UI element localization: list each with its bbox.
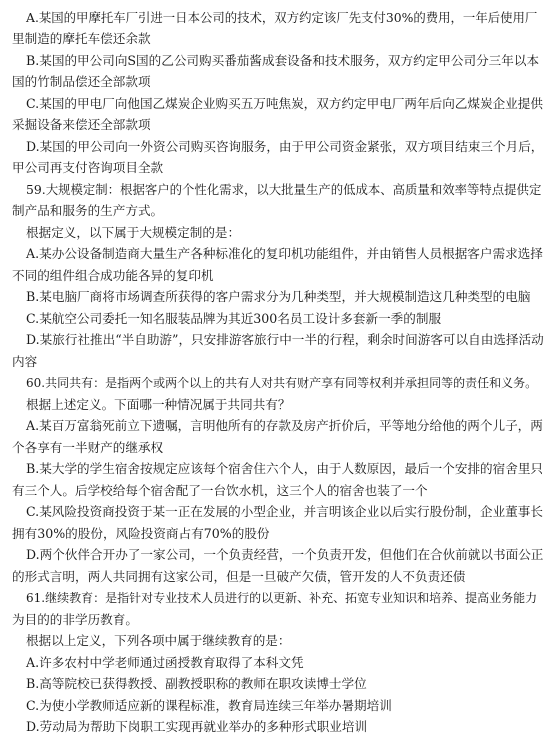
question-stem: 为目的的非学历教育。 — [12, 612, 138, 627]
option-line: A.许多农村中学老师通过函授教育取得了本科文凭 — [26, 655, 304, 670]
option-line: 有三个人。后学校给每个宿舍配了一台饮水机，这三个人的宿舍也装了一个 — [12, 483, 428, 498]
option-line: C.为使小学教师适应新的课程标准，教育局连续三年举办暑期培训 — [26, 698, 392, 713]
option-line: B.某国的甲公司向S国的乙公司购买番茄酱成套设备和技术服务，双方约定甲公司分三年以本 — [26, 53, 540, 68]
question-prompt: 根据上述定义。下面哪一种情况属于共同共有？ — [26, 397, 291, 412]
option-line: B.某电脑厂商将市场调查所获得的客户需求分为几种类型，并大规模制造这几种类型的电脑 — [26, 289, 531, 304]
option-line: 采掘设备来偿还全部款项 — [12, 117, 151, 132]
question-stem: 61.继续教育：是指针对专业技术人员进行的以更新、补充、拓宽专业知识和培养、提高业务能力 — [26, 591, 538, 605]
option-line: D.两个伙伴合开办了一家公司，一个负责经营，一个负责开发，但他们在合伙前就以书面公正 — [26, 547, 544, 562]
option-line: C.某国的甲电厂向他国乙煤炭企业购买五万吨焦炭，双方约定甲电厂两年后向乙煤炭企业提供 — [26, 96, 543, 111]
option-line: 不同的组件组合成功能各异的复印机 — [12, 268, 214, 283]
option-line: D.劳动局为帮助下岗职工实现再就业举办的多种形式职业培训 — [26, 719, 368, 734]
question-prompt: 根据以上定义，下列各项中属于继续教育的是： — [26, 633, 291, 648]
option-line: C.某风险投资商投资于某一正在发展的小型企业，并言明该企业以后实行股份制，企业董事长 — [26, 504, 543, 519]
option-line: 个各享有一半财产的继承权 — [12, 440, 164, 455]
option-line: 的形式言明，两人共同拥有这家公司，但是一旦破产欠债，管开发的人不负责还债 — [12, 569, 466, 584]
question-stem: 59.大规模定制：根据客户的个性化需求，以大批量生产的低成本、高质量和效率等特点提供定 — [26, 182, 542, 197]
option-line: C.某航空公司委托一知名服装品牌为其近300名员工设计多套新一季的制服 — [26, 311, 442, 326]
option-line: 国的竹制品偿还全部款项 — [12, 74, 151, 89]
option-line: A.某办公设备制造商大量生产各种标准化的复印机功能组件，并由销售人员根据客户需求选择 — [26, 246, 543, 261]
option-line: D.某国的甲公司向一外资公司购买咨询服务，由于甲公司资金紧张，双方项目结束三个月后， — [26, 139, 544, 154]
option-line: B.高等院校已获得教授、副教授职称的教师在职攻读博士学位 — [26, 676, 367, 691]
option-line: 内容 — [12, 354, 38, 369]
option-line: 拥有30%的股份，风险投资商占有70%的股份 — [12, 526, 270, 541]
option-line: A.某国的甲摩托车厂引进一日本公司的技术，双方约定该厂先支付30%的费用，一年后使用厂 — [26, 10, 538, 25]
question-stem: 制产品和服务的生产方式。 — [12, 203, 164, 218]
option-line: 里制造的摩托车偿还余款 — [12, 31, 151, 46]
question-prompt: 根据定义，以下属于大规模定制的是： — [26, 225, 241, 240]
question-stem: 60.共同共有：是指两个或两个以上的共有人对共有财产享有同等权利并承担同等的责任和义务。 — [26, 376, 538, 390]
option-line: 甲公司再支付咨询项目全款 — [12, 160, 164, 175]
option-line: B.某大学的学生宿舍按规定应该每个宿舍住六个人，由于人数原因，最后一个安排的宿舍里只 — [26, 461, 544, 476]
option-line: A.某百万富翁死前立下遗嘱，言明他所有的存款及房产折价后，平等地分给他的两个儿子，两 — [26, 418, 543, 433]
option-line: D.某旅行社推出“半自助游”，只安排游客旅行中一半的行程，剩余时间游客可以自由选择活动 — [26, 332, 544, 347]
